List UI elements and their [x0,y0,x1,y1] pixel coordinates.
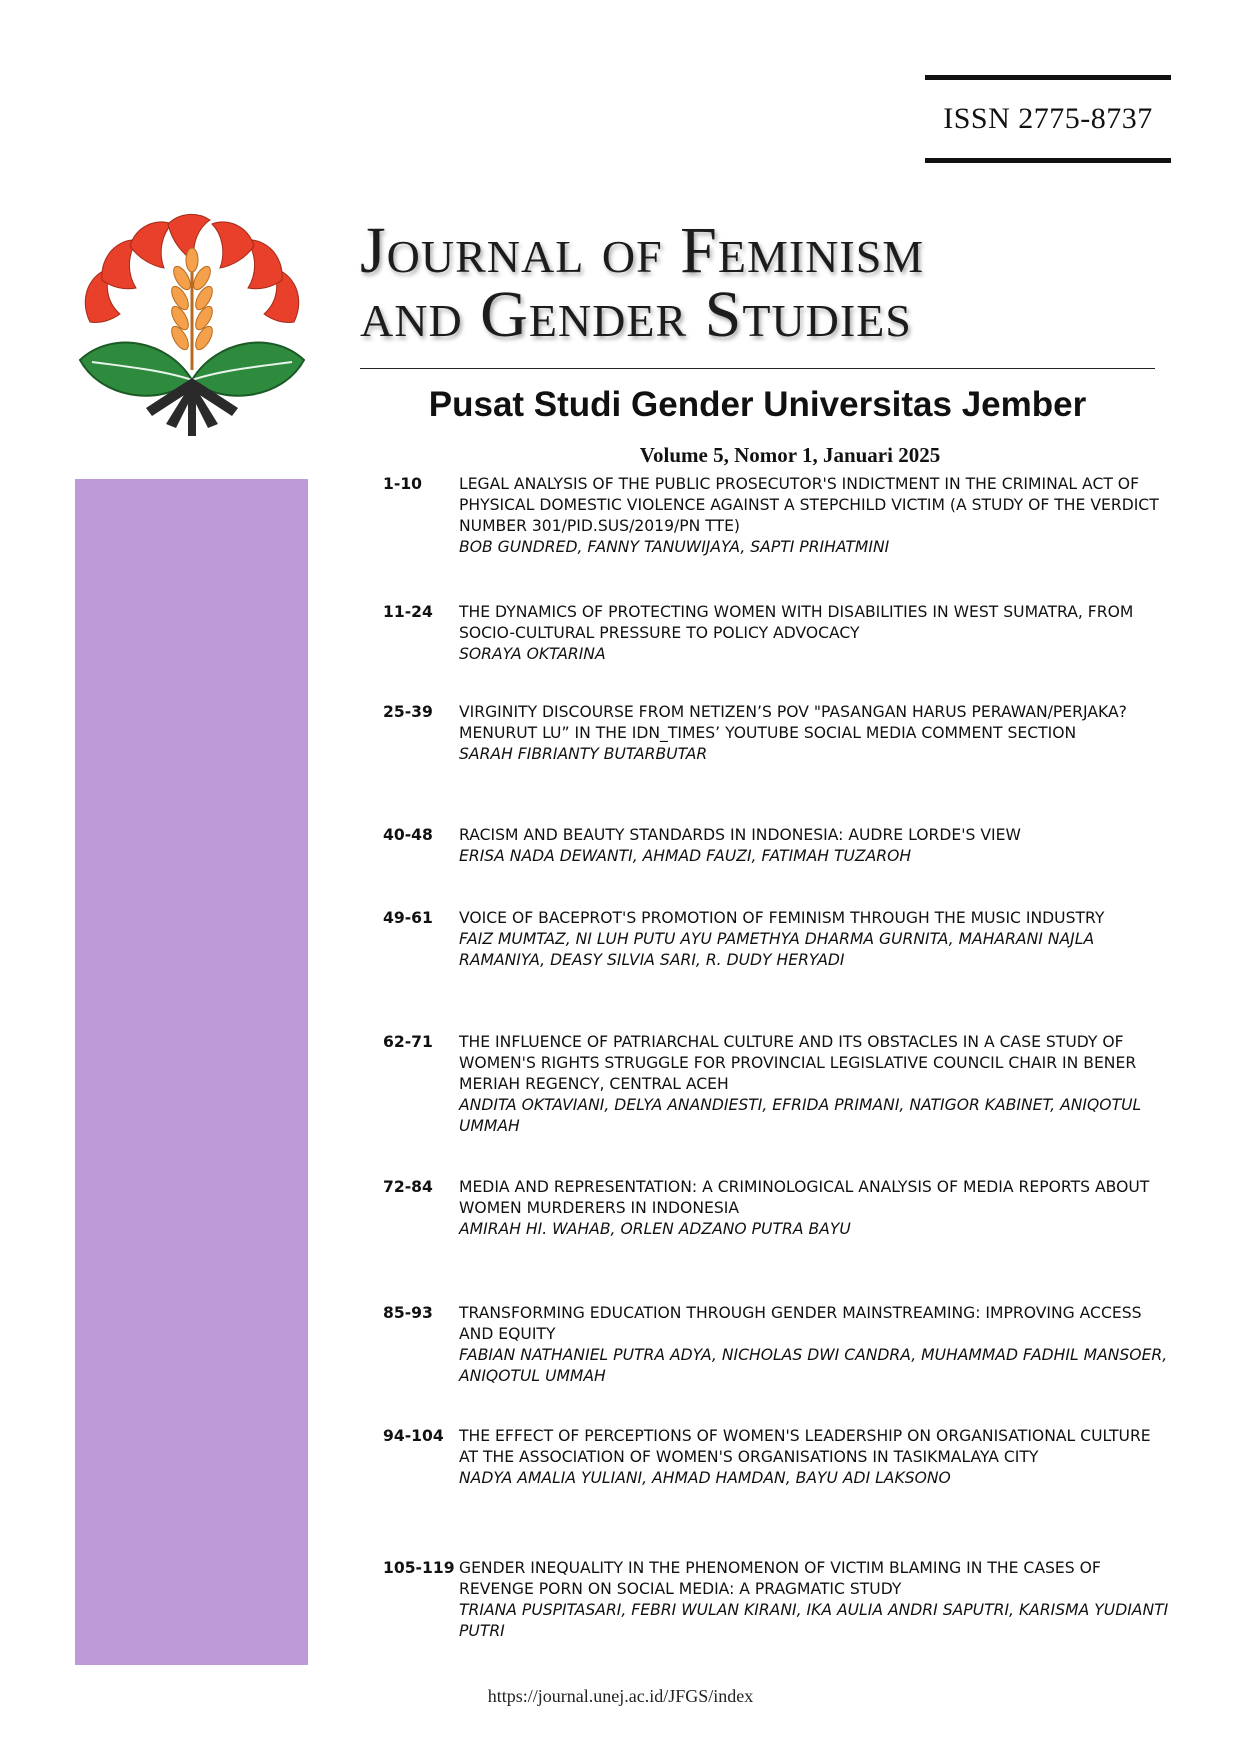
toc-authors: BOB GUNDRED, FANNY TANUWIJAYA, SAPTI PRIHATMINI [459,538,890,556]
toc-entry [383,474,1173,558]
toc-authors: ERISA NADA DEWANTI, AHMAD FAUZI, FATIMAH TUZAROH [459,847,912,865]
toc-pages: 72-84 [383,1178,433,1196]
publisher-name: Pusat Studi Gender Universitas Jember [428,385,1087,424]
toc-article-title: VOICE OF BACEPROT'S PROMOTION OF FEMINISM THROUGH THE MUSIC INDUSTRY [459,909,1105,927]
toc-pages: 49-61 [383,909,433,927]
journal-title-line-2: and Gender Studies [360,278,912,351]
title-divider [360,368,1155,369]
toc-pages: 1-10 [383,475,423,493]
toc-article-title: VIRGINITY DISCOURSE FROM NETIZEN’S POV "PASANGAN HARUS PERAWAN/PERJAKA? MENURUT LU” IN THE IDN_TIMES’ YOUTUBE SOCIAL MEDIA COMMENT SECTION [459,703,1127,742]
toc-article-title: TRANSFORMING EDUCATION THROUGH GENDER MAINSTREAMING: IMPROVING ACCESS AND EQUITY [459,1304,1142,1343]
toc-article-title: GENDER INEQUALITY IN THE PHENOMENON OF VICTIM BLAMING IN THE CASES OF REVENGE PORN ON SOCIAL MEDIA: A PRAGMATIC STUDY [459,1559,1101,1598]
toc-entry [383,702,1173,765]
toc-article-title: RACISM AND BEAUTY STANDARDS IN INDONESIA: AUDRE LORDE'S VIEW [459,826,1021,844]
toc-entry [383,1426,1173,1489]
journal-title [360,214,1170,351]
toc-authors: SARAH FIBRIANTY BUTARBUTAR [459,745,708,763]
toc-authors: FAIZ MUMTAZ, NI LUH PUTU AYU PAMETHYA DHARMA GURNITA, MAHARANI NAJLA RAMANIYA, DEASY SILVIA SARI, R. DUDY HERYADI [459,930,1095,969]
toc-pages: 62-71 [383,1033,433,1051]
toc-authors: FABIAN NATHANIEL PUTRA ADYA, NICHOLAS DWI CANDRA, MUHAMMAD FADHIL MANSOER, ANIQOTUL UMMAH [459,1346,1168,1385]
toc-pages: 25-39 [383,703,433,721]
journal-url-link[interactable]: https://journal.unej.ac.id/JFGS/index [487,1686,754,1706]
sidebar-color-bar [75,479,308,1665]
toc-entry [383,1558,1173,1642]
toc-pages: 85-93 [383,1304,433,1322]
toc-authors: ANDITA OKTAVIANI, DELYA ANANDIESTI, EFRIDA PRIMANI, NATIGOR KABINET, ANIQOTUL UMMAH [459,1096,1142,1135]
toc-entry [383,1032,1173,1137]
journal-title-line-1: Journal of Feminism [360,214,925,287]
logo-wheat [168,248,215,370]
toc-authors: NADYA AMALIA YULIANI, AHMAD HAMDAN, BAYU ADI LAKSONO [459,1469,951,1487]
toc-pages: 105-119 [383,1559,455,1577]
toc-entry [383,1177,1173,1240]
toc-article-title: THE DYNAMICS OF PROTECTING WOMEN WITH DISABILITIES IN WEST SUMATRA, FROM SOCIO-CULTURAL PRESSURE TO POLICY ADVOCACY [459,603,1134,642]
toc-entry [383,825,1173,867]
toc-entry [383,602,1173,665]
toc-article-title: THE EFFECT OF PERCEPTIONS OF WOMEN'S LEADERSHIP ON ORGANISATIONAL CULTURE AT THE ASSOCIATION OF WOMEN'S ORGANISATIONS IN TASIKMALAYA CITY [459,1427,1151,1466]
toc-authors: SORAYA OKTARINA [459,645,606,663]
toc-article-title: LEGAL ANALYSIS OF THE PUBLIC PROSECUTOR'S INDICTMENT IN THE CRIMINAL ACT OF PHYSICAL DOMESTIC VIOLENCE AGAINST A STEPCHILD VICTIM (A STUDY OF THE VERDICT NUMBER 301/PID.SUS/2019/PN TTE) [459,475,1159,535]
issn-box [925,75,1171,163]
volume-info: Volume 5, Nomor 1, Januari 2025 [639,443,941,467]
unej-tree-emblem-icon [72,210,312,450]
toc-entry [383,908,1173,971]
toc-pages: 11-24 [383,603,433,621]
toc-authors: AMIRAH HI. WAHAB, ORLEN ADZANO PUTRA BAYU [459,1220,851,1238]
toc-article-title: THE INFLUENCE OF PATRIARCHAL CULTURE AND ITS OBSTACLES IN A CASE STUDY OF WOMEN'S RIGHTS STRUGGLE FOR PROVINCIAL LEGISLATIVE COUNCIL CHAIR IN BENER MERIAH REGENCY, CENTRAL ACEH [459,1033,1137,1093]
toc-article-title: MEDIA AND REPRESENTATION: A CRIMINOLOGICAL ANALYSIS OF MEDIA REPORTS ABOUT WOMEN MURDERERS IN INDONESIA [459,1178,1150,1217]
toc-entry [383,1303,1173,1387]
toc-pages: 40-48 [383,826,433,844]
issn-number: ISSN 2775-8737 [943,102,1153,135]
toc-authors: TRIANA PUSPITASARI, FEBRI WULAN KIRANI, IKA AULIA ANDRI SAPUTRI, KARISMA YUDIANTI PUTRI [459,1601,1169,1640]
toc-pages: 94-104 [383,1427,444,1445]
